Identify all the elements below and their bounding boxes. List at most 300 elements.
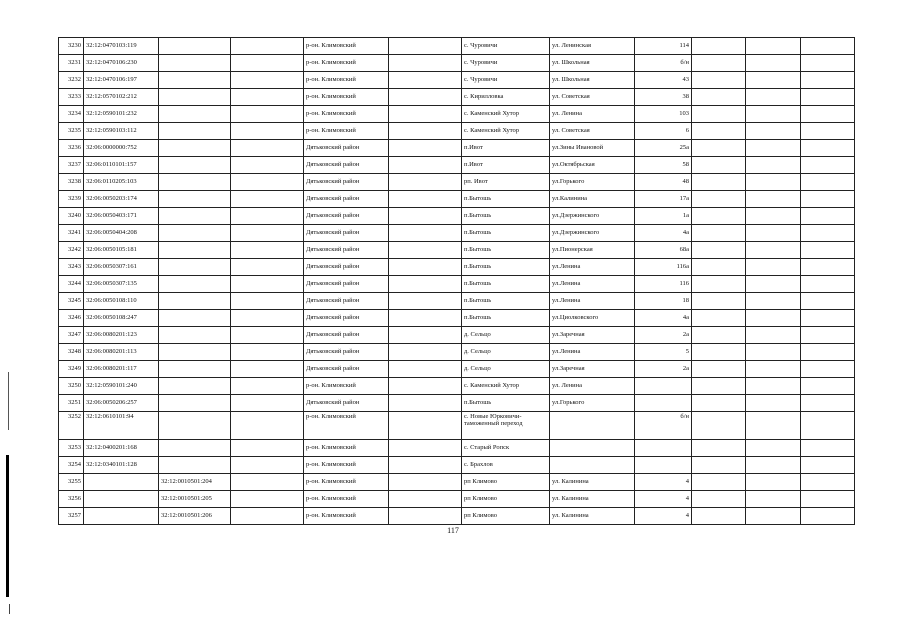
table-row	[59, 38, 855, 55]
house-number-cell: 116	[635, 276, 692, 293]
house-number-cell: 6	[635, 123, 692, 140]
settlement-cell: с. Кирилловка	[462, 89, 550, 106]
empty-cell	[801, 491, 855, 508]
empty-cell	[746, 259, 801, 276]
settlement-cell: с. Брахлов	[462, 457, 550, 474]
empty-cell	[692, 225, 746, 242]
record-number-cell: 3244	[59, 276, 84, 293]
empty-cell	[231, 344, 304, 361]
cadastral-number-cell: 32:06:0000000:752	[84, 140, 159, 157]
empty-cell	[801, 174, 855, 191]
settlement-cell: п.Ивот	[462, 140, 550, 157]
cadastral-number-cell: 32:12:0570102:212	[84, 89, 159, 106]
empty-cell	[389, 395, 462, 412]
empty-cell	[746, 89, 801, 106]
empty-cell	[746, 327, 801, 344]
linked-cadastral-number-cell	[159, 412, 231, 440]
house-number-cell: 18	[635, 293, 692, 310]
cadastral-number-cell: 32:06:0050108:110	[84, 293, 159, 310]
empty-cell	[389, 225, 462, 242]
district-cell: р-он. Климовский	[304, 457, 389, 474]
settlement-cell: д. Сельцо	[462, 327, 550, 344]
house-number-cell: б/н	[635, 412, 692, 440]
empty-cell	[801, 310, 855, 327]
district-cell: Дятьковский район	[304, 208, 389, 225]
linked-cadastral-number-cell	[159, 72, 231, 89]
street-cell: ул.Заречная	[550, 327, 635, 344]
empty-cell	[389, 293, 462, 310]
street-cell: ул. Школьная	[550, 72, 635, 89]
district-cell: р-он. Климовский	[304, 72, 389, 89]
street-cell: ул.Октябрьская	[550, 157, 635, 174]
record-number-cell: 3251	[59, 395, 84, 412]
settlement-cell: п.Ивот	[462, 157, 550, 174]
empty-cell	[801, 38, 855, 55]
empty-cell	[746, 38, 801, 55]
settlement-cell: с. Каменский Хутор	[462, 378, 550, 395]
page-number: 117	[447, 526, 459, 535]
empty-cell	[801, 242, 855, 259]
street-cell: ул. Калинина	[550, 491, 635, 508]
linked-cadastral-number-cell	[159, 106, 231, 123]
scan-edge-dot	[9, 604, 10, 614]
street-cell: ул. Советская	[550, 123, 635, 140]
settlement-cell: с. Старый Ропск	[462, 440, 550, 457]
empty-cell	[801, 259, 855, 276]
record-number-cell: 3246	[59, 310, 84, 327]
empty-cell	[801, 89, 855, 106]
district-cell: Дятьковский район	[304, 293, 389, 310]
empty-cell	[692, 106, 746, 123]
empty-cell	[692, 440, 746, 457]
district-cell: р-он. Климовский	[304, 123, 389, 140]
street-cell	[550, 412, 635, 440]
cadastral-number-cell: 32:06:0110101:157	[84, 157, 159, 174]
settlement-cell: с. Каменский Хутор	[462, 123, 550, 140]
table-row	[59, 89, 855, 106]
empty-cell	[692, 72, 746, 89]
district-cell: р-он. Климовский	[304, 508, 389, 525]
empty-cell	[389, 191, 462, 208]
empty-cell	[692, 38, 746, 55]
house-number-cell: 1а	[635, 208, 692, 225]
record-number-cell: 3230	[59, 38, 84, 55]
district-cell: р-он. Климовский	[304, 474, 389, 491]
street-cell: ул. Ленина	[550, 106, 635, 123]
table-row	[59, 378, 855, 395]
empty-cell	[692, 508, 746, 525]
cadastral-number-cell: 32:12:0470103:119	[84, 38, 159, 55]
cadastral-number-cell	[84, 508, 159, 525]
empty-cell	[692, 344, 746, 361]
empty-cell	[801, 327, 855, 344]
record-number-cell: 3248	[59, 344, 84, 361]
district-cell: Дятьковский район	[304, 225, 389, 242]
registry-table-body	[59, 38, 855, 525]
house-number-cell: 17а	[635, 191, 692, 208]
cadastral-number-cell: 32:12:0340101:128	[84, 457, 159, 474]
house-number-cell: 2а	[635, 327, 692, 344]
empty-cell	[746, 440, 801, 457]
table-row	[59, 327, 855, 344]
empty-cell	[389, 361, 462, 378]
linked-cadastral-number-cell: 32:12:0010501:206	[159, 508, 231, 525]
linked-cadastral-number-cell	[159, 123, 231, 140]
linked-cadastral-number-cell	[159, 174, 231, 191]
house-number-cell: 4а	[635, 225, 692, 242]
settlement-cell: п.Бытошь	[462, 276, 550, 293]
empty-cell	[231, 72, 304, 89]
empty-cell	[389, 378, 462, 395]
house-number-cell: 4	[635, 474, 692, 491]
empty-cell	[231, 474, 304, 491]
linked-cadastral-number-cell: 32:12:0010501:204	[159, 474, 231, 491]
empty-cell	[389, 344, 462, 361]
settlement-cell: с. Каменский Хутор	[462, 106, 550, 123]
street-cell: ул. Калинина	[550, 474, 635, 491]
street-cell: ул.Горького	[550, 174, 635, 191]
cadastral-number-cell: 32:06:0110205:103	[84, 174, 159, 191]
street-cell: ул. Школьная	[550, 55, 635, 72]
record-number-cell: 3240	[59, 208, 84, 225]
house-number-cell: 58	[635, 157, 692, 174]
settlement-cell: рп Климово	[462, 508, 550, 525]
empty-cell	[746, 378, 801, 395]
empty-cell	[801, 55, 855, 72]
empty-cell	[692, 457, 746, 474]
table-row	[59, 225, 855, 242]
empty-cell	[692, 157, 746, 174]
empty-cell	[389, 123, 462, 140]
street-cell: ул.Ленина	[550, 344, 635, 361]
district-cell: р-он. Климовский	[304, 106, 389, 123]
record-number-cell: 3241	[59, 225, 84, 242]
record-number-cell: 3242	[59, 242, 84, 259]
empty-cell	[231, 225, 304, 242]
empty-cell	[692, 242, 746, 259]
empty-cell	[231, 89, 304, 106]
empty-cell	[746, 310, 801, 327]
empty-cell	[692, 89, 746, 106]
empty-cell	[801, 191, 855, 208]
table-row	[59, 412, 855, 440]
linked-cadastral-number-cell	[159, 89, 231, 106]
street-cell: ул. Ленинская	[550, 38, 635, 55]
empty-cell	[231, 440, 304, 457]
empty-cell	[801, 412, 855, 440]
empty-cell	[389, 327, 462, 344]
linked-cadastral-number-cell	[159, 344, 231, 361]
empty-cell	[746, 106, 801, 123]
empty-cell	[692, 310, 746, 327]
table-row	[59, 123, 855, 140]
district-cell: Дятьковский район	[304, 327, 389, 344]
house-number-cell: 5	[635, 344, 692, 361]
empty-cell	[231, 174, 304, 191]
scan-edge-mark	[6, 455, 9, 597]
empty-cell	[231, 457, 304, 474]
linked-cadastral-number-cell	[159, 191, 231, 208]
empty-cell	[746, 140, 801, 157]
empty-cell	[389, 89, 462, 106]
district-cell: Дятьковский район	[304, 157, 389, 174]
district-cell: р-он. Климовский	[304, 491, 389, 508]
table-row	[59, 361, 855, 378]
empty-cell	[231, 293, 304, 310]
empty-cell	[389, 412, 462, 440]
district-cell: Дятьковский район	[304, 344, 389, 361]
district-cell: Дятьковский район	[304, 276, 389, 293]
table-row	[59, 55, 855, 72]
linked-cadastral-number-cell	[159, 140, 231, 157]
empty-cell	[801, 293, 855, 310]
cadastral-number-cell	[84, 491, 159, 508]
empty-cell	[231, 55, 304, 72]
empty-cell	[746, 293, 801, 310]
cadastral-number-cell: 32:06:0050108:247	[84, 310, 159, 327]
record-number-cell: 3255	[59, 474, 84, 491]
empty-cell	[801, 440, 855, 457]
cadastral-number-cell: 32:06:0080201:113	[84, 344, 159, 361]
table-row	[59, 508, 855, 525]
street-cell: ул.Ленина	[550, 276, 635, 293]
table-row	[59, 344, 855, 361]
empty-cell	[231, 157, 304, 174]
district-cell: Дятьковский район	[304, 361, 389, 378]
cadastral-number-cell: 32:12:0590101:240	[84, 378, 159, 395]
property-registry-table	[58, 37, 855, 525]
linked-cadastral-number-cell	[159, 225, 231, 242]
empty-cell	[231, 378, 304, 395]
table-row	[59, 395, 855, 412]
cadastral-number-cell: 32:12:0470106:197	[84, 72, 159, 89]
record-number-cell: 3237	[59, 157, 84, 174]
district-cell: р-он. Климовский	[304, 89, 389, 106]
cadastral-number-cell: 32:12:0610101:94	[84, 412, 159, 440]
linked-cadastral-number-cell	[159, 440, 231, 457]
empty-cell	[389, 276, 462, 293]
settlement-cell: п.Бытошь	[462, 208, 550, 225]
empty-cell	[231, 508, 304, 525]
empty-cell	[746, 55, 801, 72]
empty-cell	[389, 174, 462, 191]
street-cell: ул.Циолковского	[550, 310, 635, 327]
empty-cell	[389, 242, 462, 259]
street-cell	[550, 457, 635, 474]
empty-cell	[389, 157, 462, 174]
empty-cell	[389, 38, 462, 55]
empty-cell	[389, 259, 462, 276]
empty-cell	[692, 361, 746, 378]
house-number-cell: 116а	[635, 259, 692, 276]
linked-cadastral-number-cell	[159, 157, 231, 174]
settlement-cell: с. Новые Юрковичи-таможенный переход	[462, 412, 550, 440]
table-row	[59, 310, 855, 327]
empty-cell	[231, 276, 304, 293]
street-cell: ул.Ленина	[550, 259, 635, 276]
linked-cadastral-number-cell	[159, 457, 231, 474]
cadastral-number-cell: 32:06:0080201:123	[84, 327, 159, 344]
empty-cell	[801, 157, 855, 174]
empty-cell	[231, 361, 304, 378]
district-cell: р-он. Климовский	[304, 378, 389, 395]
empty-cell	[231, 259, 304, 276]
empty-cell	[231, 106, 304, 123]
empty-cell	[746, 174, 801, 191]
empty-cell	[801, 361, 855, 378]
settlement-cell: рп. Ивот	[462, 174, 550, 191]
linked-cadastral-number-cell	[159, 38, 231, 55]
empty-cell	[746, 491, 801, 508]
empty-cell	[231, 140, 304, 157]
house-number-cell: 48	[635, 174, 692, 191]
empty-cell	[231, 412, 304, 440]
table-row	[59, 157, 855, 174]
house-number-cell	[635, 378, 692, 395]
settlement-cell: п.Бытошь	[462, 242, 550, 259]
empty-cell	[231, 395, 304, 412]
cadastral-number-cell: 32:12:0590101:232	[84, 106, 159, 123]
cadastral-number-cell: 32:06:0050307:161	[84, 259, 159, 276]
settlement-cell: д. Сельцо	[462, 361, 550, 378]
settlement-cell: с. Чуровичи	[462, 38, 550, 55]
settlement-cell: с. Чуровичи	[462, 55, 550, 72]
empty-cell	[692, 276, 746, 293]
record-number-cell: 3243	[59, 259, 84, 276]
district-cell: р-он. Климовский	[304, 412, 389, 440]
empty-cell	[746, 508, 801, 525]
table-row	[59, 293, 855, 310]
empty-cell	[692, 123, 746, 140]
street-cell: ул.Заречная	[550, 361, 635, 378]
cadastral-number-cell: 32:06:0050403:171	[84, 208, 159, 225]
empty-cell	[801, 457, 855, 474]
record-number-cell: 3257	[59, 508, 84, 525]
empty-cell	[692, 491, 746, 508]
empty-cell	[692, 293, 746, 310]
empty-cell	[389, 457, 462, 474]
table-row	[59, 174, 855, 191]
record-number-cell: 3231	[59, 55, 84, 72]
empty-cell	[692, 191, 746, 208]
house-number-cell: 4	[635, 491, 692, 508]
street-cell: ул.Ленина	[550, 293, 635, 310]
empty-cell	[692, 395, 746, 412]
empty-cell	[389, 55, 462, 72]
linked-cadastral-number-cell	[159, 276, 231, 293]
empty-cell	[692, 474, 746, 491]
record-number-cell: 3254	[59, 457, 84, 474]
empty-cell	[801, 208, 855, 225]
cadastral-number-cell: 32:06:0080201:117	[84, 361, 159, 378]
empty-cell	[692, 378, 746, 395]
record-number-cell: 3236	[59, 140, 84, 157]
house-number-cell	[635, 395, 692, 412]
empty-cell	[389, 208, 462, 225]
empty-cell	[231, 310, 304, 327]
record-number-cell: 3250	[59, 378, 84, 395]
settlement-cell: п.Бытошь	[462, 225, 550, 242]
street-cell: ул. Советская	[550, 89, 635, 106]
record-number-cell: 3232	[59, 72, 84, 89]
street-cell: ул.Калинина	[550, 191, 635, 208]
empty-cell	[746, 361, 801, 378]
street-cell: ул.Пионерская	[550, 242, 635, 259]
empty-cell	[801, 106, 855, 123]
record-number-cell: 3249	[59, 361, 84, 378]
record-number-cell: 3253	[59, 440, 84, 457]
empty-cell	[801, 378, 855, 395]
table-row	[59, 474, 855, 491]
empty-cell	[389, 106, 462, 123]
table-row	[59, 106, 855, 123]
linked-cadastral-number-cell	[159, 361, 231, 378]
record-number-cell: 3238	[59, 174, 84, 191]
empty-cell	[801, 123, 855, 140]
linked-cadastral-number-cell	[159, 395, 231, 412]
table-row	[59, 457, 855, 474]
cadastral-number-cell: 32:06:0050307:135	[84, 276, 159, 293]
empty-cell	[746, 395, 801, 412]
empty-cell	[692, 174, 746, 191]
empty-cell	[746, 191, 801, 208]
table-row	[59, 72, 855, 89]
empty-cell	[389, 491, 462, 508]
empty-cell	[801, 276, 855, 293]
district-cell: Дятьковский район	[304, 191, 389, 208]
empty-cell	[389, 440, 462, 457]
settlement-cell: п.Бытошь	[462, 191, 550, 208]
settlement-cell: рп Климово	[462, 491, 550, 508]
cadastral-number-cell	[84, 474, 159, 491]
street-cell: ул.Дзержинского	[550, 208, 635, 225]
empty-cell	[389, 72, 462, 89]
cadastral-number-cell: 32:06:0050203:174	[84, 191, 159, 208]
cadastral-number-cell: 32:06:0050404:208	[84, 225, 159, 242]
settlement-cell: рп Климово	[462, 474, 550, 491]
record-number-cell: 3252	[59, 412, 84, 440]
house-number-cell: 4а	[635, 310, 692, 327]
empty-cell	[231, 242, 304, 259]
house-number-cell: 43	[635, 72, 692, 89]
empty-cell	[746, 208, 801, 225]
table-row	[59, 491, 855, 508]
table-row	[59, 191, 855, 208]
linked-cadastral-number-cell	[159, 327, 231, 344]
district-cell: Дятьковский район	[304, 174, 389, 191]
linked-cadastral-number-cell	[159, 208, 231, 225]
linked-cadastral-number-cell	[159, 242, 231, 259]
empty-cell	[692, 55, 746, 72]
street-cell: ул.Горького	[550, 395, 635, 412]
linked-cadastral-number-cell	[159, 259, 231, 276]
linked-cadastral-number-cell	[159, 310, 231, 327]
linked-cadastral-number-cell	[159, 378, 231, 395]
empty-cell	[692, 412, 746, 440]
house-number-cell: 4	[635, 508, 692, 525]
empty-cell	[746, 276, 801, 293]
empty-cell	[389, 508, 462, 525]
house-number-cell: 103	[635, 106, 692, 123]
table-row	[59, 276, 855, 293]
empty-cell	[231, 38, 304, 55]
empty-cell	[746, 457, 801, 474]
empty-cell	[801, 72, 855, 89]
empty-cell	[801, 225, 855, 242]
empty-cell	[231, 208, 304, 225]
settlement-cell: п.Бытошь	[462, 293, 550, 310]
empty-cell	[746, 242, 801, 259]
